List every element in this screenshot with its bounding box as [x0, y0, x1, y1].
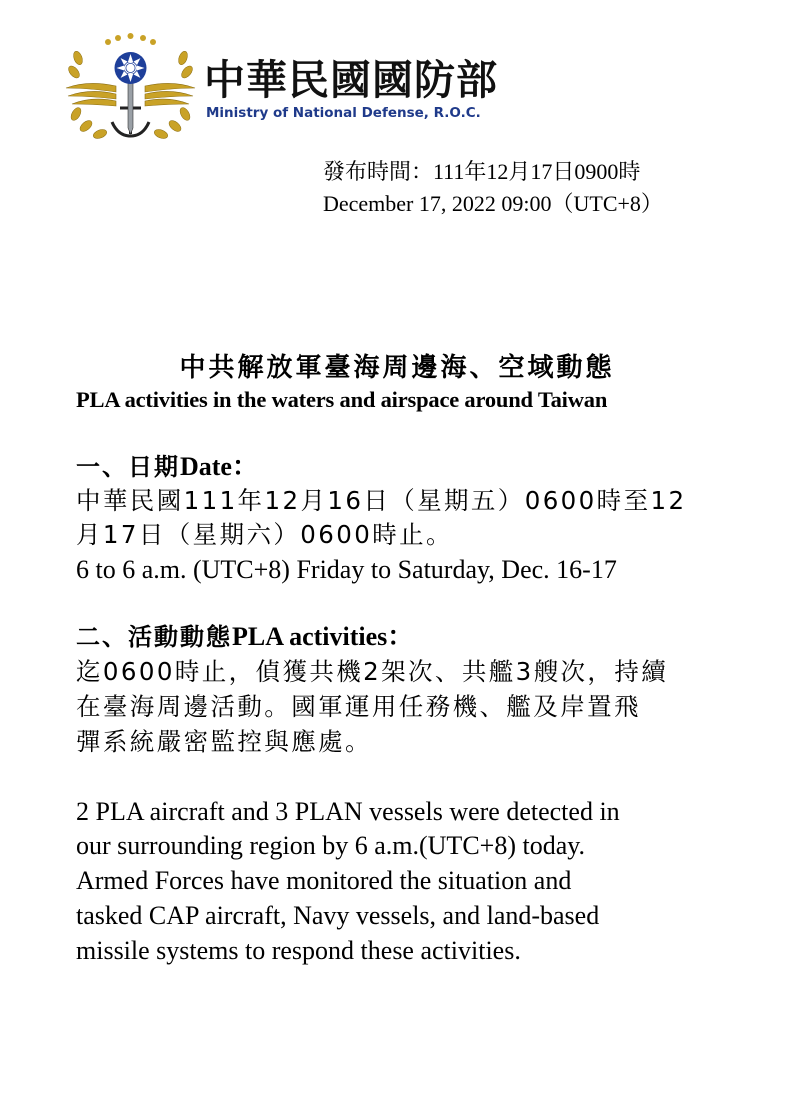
org-name-en: Ministry of National Defense, R.O.C. — [206, 105, 481, 121]
section1-heading-zh: 一、日期 — [76, 453, 180, 481]
section2-heading — [76, 620, 413, 654]
org-name-zh: 中華民國國防部 — [204, 56, 498, 104]
mnd-emblem-icon — [58, 28, 203, 146]
section1-line1: 中華民國111年12月16日（星期五）0600時至12 — [76, 486, 687, 515]
section2-en-line1: 2 PLA aircraft and 3 PLAN vessels were detected in — [76, 797, 620, 826]
section2-en-line5: missile systems to respond these activities. — [76, 936, 521, 965]
section1-line3: 6 to 6 a.m. (UTC+8) Friday to Saturday, Dec. 16-17 — [76, 555, 617, 584]
section2-zh-line1: 迄0600時止，偵獲共機2架次、共艦3艘次，持續 — [76, 657, 669, 686]
release-time-en: December 17, 2022 09:00（UTC+8） — [323, 191, 663, 216]
section2-zh-line3: 彈系統嚴密監控與應處。 — [76, 727, 372, 756]
section2-en-line2: our surrounding region by 6 a.m.(UTC+8) today. — [76, 831, 586, 860]
release-time — [323, 156, 663, 220]
release-time-zh: 發布時間：111年12月17日0900時 — [323, 159, 641, 184]
section2-heading-zh: 二、活動動態 — [76, 623, 232, 651]
mnd-logo — [58, 28, 508, 146]
section2-zh-line2: 在臺海周邊活動。國軍運用任務機、艦及岸置飛 — [76, 692, 641, 721]
section2-heading-en: PLA activities： — [232, 622, 414, 651]
title-zh: 中共解放軍臺海周邊海、空域動態 — [179, 353, 615, 383]
section2-en-line4: tasked CAP aircraft, Navy vessels, and land-based — [76, 901, 600, 930]
section1-line2: 月17日（星期六）0600時止。 — [76, 520, 453, 549]
title-en: PLA activities in the waters and airspace around Taiwan — [76, 387, 608, 412]
section1-heading — [76, 450, 258, 484]
section1-heading-en: Date： — [180, 452, 258, 481]
section2-en-line3: Armed Forces have monitored the situation and — [76, 866, 572, 895]
